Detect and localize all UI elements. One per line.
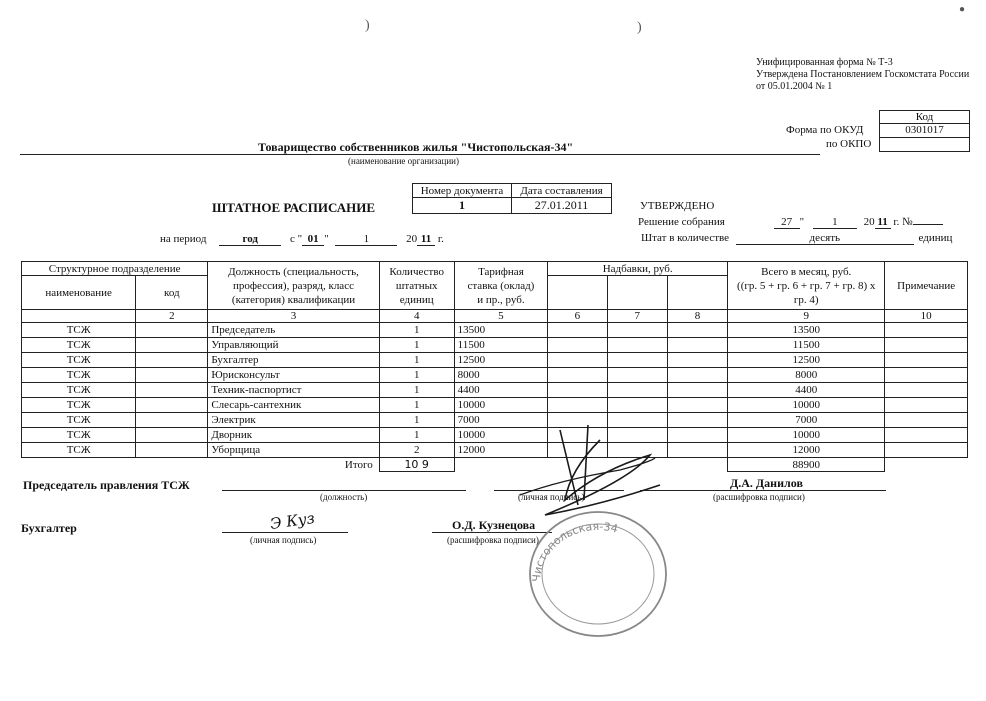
header-rate: Тарифная ставка (оклад) и пр., руб. [454,262,547,310]
row-total: 10000 [728,398,885,413]
col-number: 4 [379,310,454,323]
row-rate: 7000 [454,413,547,428]
accountant-label: Бухгалтер [21,521,77,535]
approved-decision-row: Решение собрания 27 " 1 20 11 г. № [638,216,943,229]
header-note: Примечание [885,262,968,310]
header-position: Должность (специальность, профессия), разряд, класс (категория) квалификации [208,262,379,310]
row-dept: ТСЖ [22,323,136,338]
scan-mark: ● [959,4,966,15]
row-count: 1 [379,383,454,398]
col-number: 6 [548,310,607,323]
col-number: 1 [22,310,136,323]
header-allowances: Надбавки, руб. [548,262,728,276]
scan-mark: ) [365,18,370,33]
row-dept: ТСЖ [22,353,136,368]
row-count: 1 [379,368,454,383]
approved-year: 11 [875,216,891,229]
scan-mark: ) [637,20,642,35]
row-position: Юрисконсульт [208,368,379,383]
row-rate: 12500 [454,353,547,368]
chairman-label: Председатель правления ТСЖ [23,478,190,492]
period-year-suffix: г. [437,233,444,245]
row-total: 12000 [728,443,885,458]
col-number: 8 [667,310,727,323]
row-count: 1 [379,353,454,368]
row-rate: 10000 [454,398,547,413]
period-year-prefix: 20 [406,233,418,245]
approved-year-prefix: 20 [863,216,875,228]
total-sum: 88900 [728,458,885,472]
row-position: Дворник [208,428,379,443]
approved-title: УТВЕРЖДЕНО [640,200,715,212]
row-dept: ТСЖ [22,428,136,443]
form-header-line3: от 05.01.2004 № 1 [756,81,833,92]
chairman-name-caption: (расшифровка подписи) [713,492,805,502]
doc-number-value: 1 [413,198,512,214]
accountant-signature: Э Куз [268,508,316,534]
okud-value: 0301017 [880,124,969,138]
row-dept: ТСЖ [22,413,136,428]
header-dept-code: код [136,276,208,310]
period-month: 1 [335,233,397,246]
organization-name: Товарищество собственников жилья "Чистопольская-34" [258,140,574,154]
row-total: 8000 [728,368,885,383]
row-dept: ТСЖ [22,368,136,383]
row-count: 1 [379,338,454,353]
accountant-name: О.Д. Кузнецова [452,518,536,532]
row-rate: 8000 [454,368,547,383]
col-number: 2 [136,310,208,323]
row-position: Председатель [208,323,379,338]
header-count: Количество штатных единиц [379,262,454,310]
approved-month: 1 [813,216,857,229]
row-position: Слесарь-сантехник [208,398,379,413]
row-total: 13500 [728,323,885,338]
row-dept: ТСЖ [22,398,136,413]
accountant-signature-caption: (личная подпись) [250,535,317,545]
row-rate: 12000 [454,443,547,458]
doc-date-value: 27.01.2011 [512,198,612,214]
row-dept: ТСЖ [22,338,136,353]
header-struct-unit: Структурное подразделение [22,262,208,276]
row-count: 1 [379,428,454,443]
period-quote: " [324,233,329,245]
approved-staff-label: Штат в количестве [641,232,730,244]
col-number: 9 [728,310,885,323]
row-rate: 10000 [454,428,547,443]
row-dept: ТСЖ [22,443,136,458]
okpo-label: по ОКПО [826,138,872,150]
code-label: Код [880,111,969,124]
doc-date-label: Дата составления [512,184,612,198]
col-number: 7 [607,310,667,323]
doc-number-label: Номер документа [413,184,512,198]
stamp-text: Чистопольская-34 [529,519,620,583]
col-number: 3 [208,310,379,323]
period-value: год [219,233,281,246]
approved-decision-label: Решение собрания [638,216,725,228]
row-position: Техник-паспортист [208,383,379,398]
header-total: Всего в месяц, руб. ((гр. 5 + гр. 6 + гр. 7 + гр. 8) х гр. 4) [728,262,885,310]
row-dept: ТСЖ [22,383,136,398]
document-title: ШТАТНОЕ РАСПИСАНИЕ [212,200,376,215]
svg-text:Чистопольская-34 [530,520,619,582]
row-count: 1 [379,398,454,413]
total-count: 10 9 [379,458,454,472]
approved-year-suffix: г. № [893,216,913,228]
chairman-position-caption: (должность) [320,492,368,502]
accountant-name-caption: (расшифровка подписи) [447,535,539,545]
approved-day: 27 [774,216,800,229]
row-count: 1 [379,413,454,428]
form-header-line1: Унифицированная форма № Т-3 [756,57,893,68]
approved-units: единиц [918,232,953,244]
period-from-label: с " [289,233,303,245]
row-position: Электрик [208,413,379,428]
row-total: 11500 [728,338,885,353]
total-label: Итого [344,458,373,471]
organization-caption: (наименование организации) [348,156,459,166]
row-rate: 13500 [454,323,547,338]
okud-label: Форма по ОКУД [786,124,864,136]
row-total: 12500 [728,353,885,368]
period-day: 01 [302,233,324,246]
row-rate: 11500 [454,338,547,353]
row-total: 4400 [728,383,885,398]
chairman-name: Д.А. Данилов [730,476,803,490]
period-label: на период [160,233,207,245]
col-number: 10 [885,310,968,323]
row-total: 10000 [728,428,885,443]
row-position: Уборщица [208,443,379,458]
col-number: 5 [454,310,547,323]
row-count: 1 [379,323,454,338]
row-count: 2 [379,443,454,458]
row-total: 7000 [728,413,885,428]
header-dept-name: наименование [22,276,136,310]
approved-staff-value: десять [736,232,914,245]
period-year: 11 [417,233,435,246]
row-position: Бухгалтер [208,353,379,368]
chairman-signature-caption: (личная подпись) [518,492,585,502]
row-position: Управляющий [208,338,379,353]
form-header-line2: Утверждена Постановлением Госкомстата России [756,69,970,80]
row-rate: 4400 [454,383,547,398]
